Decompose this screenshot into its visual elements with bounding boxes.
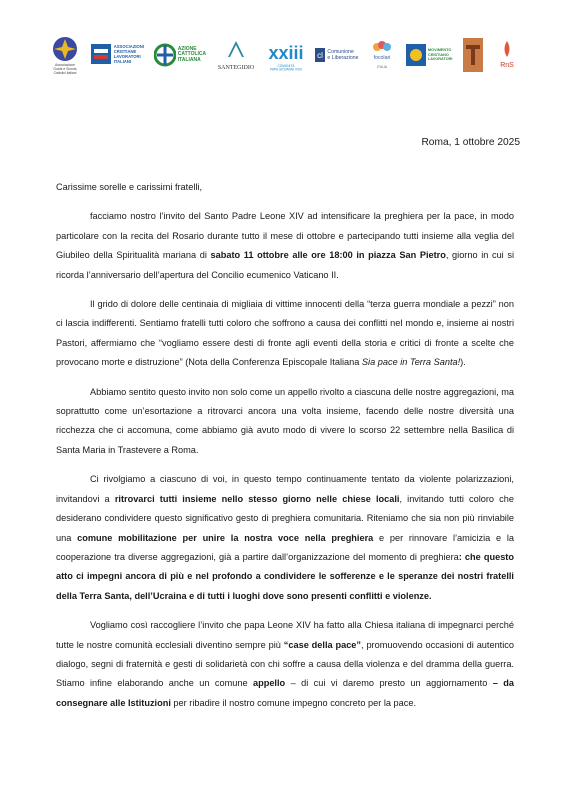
paragraph-text-segment: per ribadire il nostro comune impegno concreto per la pace. [170, 697, 417, 708]
body-paragraph-5 [56, 616, 514, 713]
paragraph-text-segment: facciamo nostro l’invito del Santo Padre Leone XIV ad intensificare la preghiera per la pace, in modo particolare con la recita del Rosario durante tutto il mese di ottobre e partecipando tutti insieme alla veglia del Giubileo della Spiritualità mariana di [56, 211, 514, 261]
paragraph-text-segment: Vogliamo così raccogliere l’invito che papa Leone XIV ha fatto alla Chiesa italiana di impegnarci perché tutte le nostre comunità ecclesiali diventino sempre più [56, 620, 514, 650]
tau-logo [462, 37, 484, 73]
paragraph-text-segment: , promuovendo occasioni di autentico dialogo, segni di fraternità e gesti di solidarietà con chi soffre a causa della violenza e del dramma della guerra. Stiamo infine elaborando anche un comune [56, 639, 514, 689]
paragraph-text-segment: appello [252, 678, 286, 689]
greeting: Carissime sorelle e carissimi fratelli, [56, 182, 203, 192]
paragraph-text-segment: “case della pace” [283, 639, 362, 650]
letter-body [56, 178, 514, 723]
paragraph-text-segment: e per rinnovare l’amicizia e la cooperazione tra diverse aggregazioni, già a partire dall’organizzazione del momento di preghiera [56, 532, 515, 562]
paragraph-text-segment: comune mobilitazione per unire la nostra voce nella preghiera [77, 532, 374, 543]
focolari-logo [368, 35, 396, 75]
paragraph-text-segment: ). [460, 357, 466, 368]
body-paragraph-2 [56, 295, 514, 373]
santegidio-logo [216, 35, 256, 75]
paragraph-text-segment: – da consegnare alle Istituzioni [56, 678, 514, 708]
comunione-liberazione-logo-text: Comunione e Liberazione [327, 49, 359, 61]
svg-text:focolari: focolari [373, 55, 391, 61]
azione-cattolica-logo [154, 42, 206, 68]
svg-text:RnS: RnS [500, 62, 514, 69]
paragraph-text-segment: Il grido di dolore delle centinaia di migliaia di vittime innocenti della “terza guerra mondiale a pezzi” non ci lascia indifferenti. Sentiamo fratelli tutti coloro che soffrono a causa dei conflitti nel mondo e, insieme ai nostri Pastori, affermiamo che “vogliamo essere desti di fronte agli eventi della storia e critici di fronte a scelte che provocano morte e distruzione” (Nota della Conferenza Episcopale Italiana [56, 299, 514, 368]
svg-text:ITALIA: ITALIA [377, 65, 388, 69]
acli-logo-text: ASSOCIAZIONI CRISTIANE LAVORATORI ITALIANI [113, 44, 144, 64]
paragraph-text-segment: , invitando tutti coloro che desiderano condividere questo significativo gesto di preghiera comunitaria. Riteniamo che sia non più rinviabile una [56, 493, 514, 543]
body-paragraph-3 [56, 383, 514, 461]
mcl-logo [406, 44, 452, 66]
mcl-logo-text: MOVIMENTO CRISTIANO LAVORATORI [427, 48, 453, 62]
svg-text:COMUNITÀPAPA GIOVANNI XXIII: COMUNITÀ PAPA GIOVANNI XXIII [269, 64, 302, 72]
azione-cattolica-logo-text: AZIONE CATTOLICA ITALIANA [177, 45, 207, 63]
svg-text:AssociazioneGuide e ScoutsCatt: Associazione Guide e Scouts Cattolici Italiani [53, 63, 77, 75]
paragraph-text-segment: : che questo atto ci impegni ancora di più e nel profondo a condividere le sofferenze e le speranze dei nostri fratelli della Terra Santa, dell’Ucraina e di tutti i luoghi dove sono presenti conflitti e violenze. [56, 551, 514, 601]
body-paragraph-4 [56, 470, 514, 606]
comunione-liberazione-logo [315, 48, 358, 62]
acli-logo [90, 40, 144, 70]
paragraph-text-segment: Ci rivolgiamo a ciascuno di voi, in questo tempo continuamente tentato da violente polarizzazioni, invitandovi a [56, 474, 514, 504]
svg-text:cl: cl [317, 51, 324, 60]
papa-giovanni-logo [266, 35, 306, 75]
svg-text:SANTEGIDIO: SANTEGIDIO [217, 65, 255, 71]
paragraph-text-segment: ritrovarci tutti insieme nello stesso giorno nelle chiese locali [114, 493, 400, 504]
paragraph-text-segment: Abbiamo sentito questo invito non solo come un appello rivolto a ciascuna delle nostre aggregazioni, ma soprattutto come un’esortazione a ritrovarci ancora una volta insieme, facendo delle nostre diversità una ricchezza che ci accomuna, come abbiamo già avuto modo di vivere lo scorso 22 settembre nella Basilica di Santa Maria in Trastevere a Roma. [56, 386, 514, 455]
paragraph-text-segment: – di cui vi daremo presto un aggiornamento [285, 678, 493, 689]
agesci-logo [50, 35, 80, 75]
paragraph-text-segment: , giorno in cui si ricorda l’anniversario dell’apertura del Concilio ecumenico Vaticano II. [56, 250, 514, 280]
paragraph-text-segment: sabato 11 ottobre alle ore 18:00 in piazza San Pietro [210, 250, 446, 261]
letter-date: Roma, 1 ottobre 2025 [421, 137, 520, 148]
logos-header [50, 34, 520, 76]
svg-text:xxiii: xxiii [268, 43, 304, 63]
rns-logo [494, 37, 520, 73]
paragraph-text-segment: Sia pace in Terra Santa! [361, 357, 461, 368]
body-paragraph-1 [56, 207, 514, 285]
